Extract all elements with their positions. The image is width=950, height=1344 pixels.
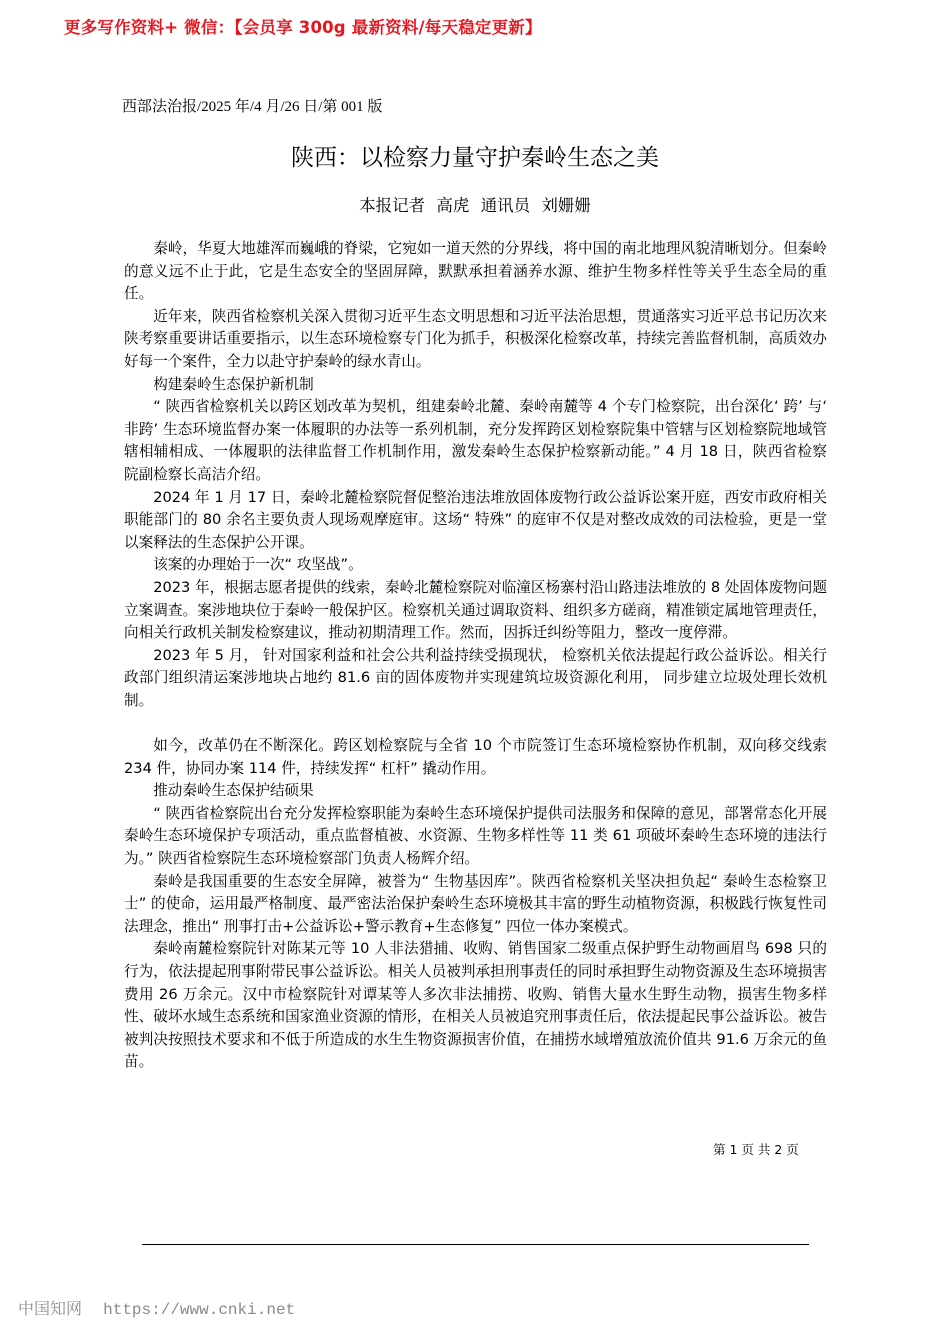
paragraph: 秦岭南麓检察院针对陈某元等 10 人非法猎捕、收购、销售国家二级重点保护野生动物画眉鸟 698 只的行为，依法提起刑事附带民事公益诉讼。相关人员被判承担刑事责任的同时承担野生动物资源及生态环境损害费用 26 万余元。汉中市检察院针对谭某等人多次非法捕捞、收购、销售大量水生野生动物，损害生物多样性、破坏水域生态系统和国家渔业资源的情形，在相关人员被追究刑事责任后，依法提起民事公益诉讼。被告被判决按照技术要求和不低于所造成的水生生物资源损害价值，在捕捞水域增殖放流价值共 91.6 万余元的鱼苗。 <box>124 940 827 1071</box>
section-heading: 推动秦岭生态保护结硕果 <box>153 782 314 800</box>
paragraph: 近年来，陕西省检察机关深入贯彻习近平生态文明思想和习近平法治思想，贯通落实习近平总书记历次来陕考察重要讲话重要指示，以生态环境检察专门化为抓手，积极深化检察改革，持续完善监督机制，高质效办好每一个案件，全力以赴守护秦岭的绿水青山。 <box>124 307 827 370</box>
paragraph: 如今，改革仍在不断深化。跨区划检察院与全省 10 个市院签订生态环境检察协作机制，双向移交线索 234 件，协同办案 114 件，持续发挥“ 杠杆” 撬动作用。 <box>124 737 827 777</box>
paragraph: 秦岭，华夏大地雄浑而巍峨的脊梁，它宛如一道天然的分界线，将中国的南北地理风貌清晰划分。但秦岭的意义远不止于此，它是生态安全的坚固屏障，默默承担着涵养水源、维护生物多样性等关乎生态全局的重任。 <box>124 240 827 303</box>
watermark-url: https://www.cnki.net <box>103 1301 296 1319</box>
paragraph: 2024 年 1 月 17 日，秦岭北麓检察院督促整治违法堆放固体废物行政公益诉讼案开庭，西安市政府相关职能部门的 80 余名主要负责人现场观摩庭审。这场“ 特殊” 的庭审不仅是对整改成效的司法检验，更是一堂以案释法的生态保护公开课。 <box>124 488 827 551</box>
page-number: 第 1 页 共 2 页 <box>713 1142 799 1157</box>
source-line: 西部法治报/2025 年/4 月/26 日/第 001 版 <box>122 99 383 115</box>
watermark-brand: 中国知网 <box>18 1299 83 1318</box>
paragraph: 该案的办理始于一次“ 攻坚战”。 <box>153 556 363 574</box>
article-title: 陕西：以检察力量守护秦岭生态之美 <box>291 145 659 171</box>
paragraph: “ 陕西省检察机关以跨区划改革为契机，组建秦岭北麓、秦岭南麓等 4 个专门检察院，出台深化‘ 跨’ 与‘ 非跨’ 生态环境监督办案一体履职的办法等一系列机制，充分发挥跨区划检察院集中管辖与区划检察院地域管辖相辅相成、一体履职的法律监督工作机制作用，激发秦岭生态保护检察新动能。” 4 月 18 日，陕西省检察院副检察长高洁介绍。 <box>124 398 827 483</box>
article-byline: 本报记者 高虎 通讯员 刘姗姗 <box>359 196 591 215</box>
article-body <box>124 238 827 1074</box>
paragraph: 2023 年，根据志愿者提供的线索，秦岭北麓检察院对临潼区杨寨村沿山路违法堆放的 8 处固体废物问题立案调查。案涉地块位于秦岭一般保护区。检察机关通过调取资料、组织多方磋商，精准锁定属地管理责任，向相关行政机关制发检察建议，推动初期清理工作。然而，因拆迁纠纷等阻力，整改一度停滞。 <box>124 578 827 642</box>
footer-divider <box>142 1244 809 1245</box>
section-heading: 构建秦岭生态保护新机制 <box>153 375 314 393</box>
cnki-watermark <box>18 1296 295 1319</box>
promo-banner: 更多写作资料+ 微信：【会员享 300g 最新资料/每天稳定更新】 <box>64 18 542 37</box>
paragraph: “ 陕西省检察院出台充分发挥检察职能为秦岭生态环境保护提供司法服务和保障的意见，部署常态化开展秦岭生态环境保护专项活动，重点监督植被、水资源、生物多样性等 11 类 61 项破坏秦岭生态环境的违法行为。” 陕西省检察院生态环境检察部门负责人杨辉介绍。 <box>124 804 827 868</box>
blank-line <box>124 712 827 735</box>
paragraph: 秦岭是我国重要的生态安全屏障，被誉为“ 生物基因库”。陕西省检察机关坚决担负起“ 秦岭生态检察卫士” 的使命，运用最严格制度、最严密法治保护秦岭生态环境极其丰富的野生动植物资源，积极践行恢复性司法理念，推出“ 刑事打击+公益诉讼+警示教育+生态修复” 四位一体办案模式。 <box>124 872 827 935</box>
paragraph: 2023 年 5 月， 针对国家利益和社会公共利益持续受损现状， 检察机关依法提起行政公益诉讼。相关行政部门组织清运案涉地块占地约 81.6 亩的固体废物并实现建筑垃圾资源化利用， 同步建立垃圾处理长效机制。 <box>124 646 827 709</box>
